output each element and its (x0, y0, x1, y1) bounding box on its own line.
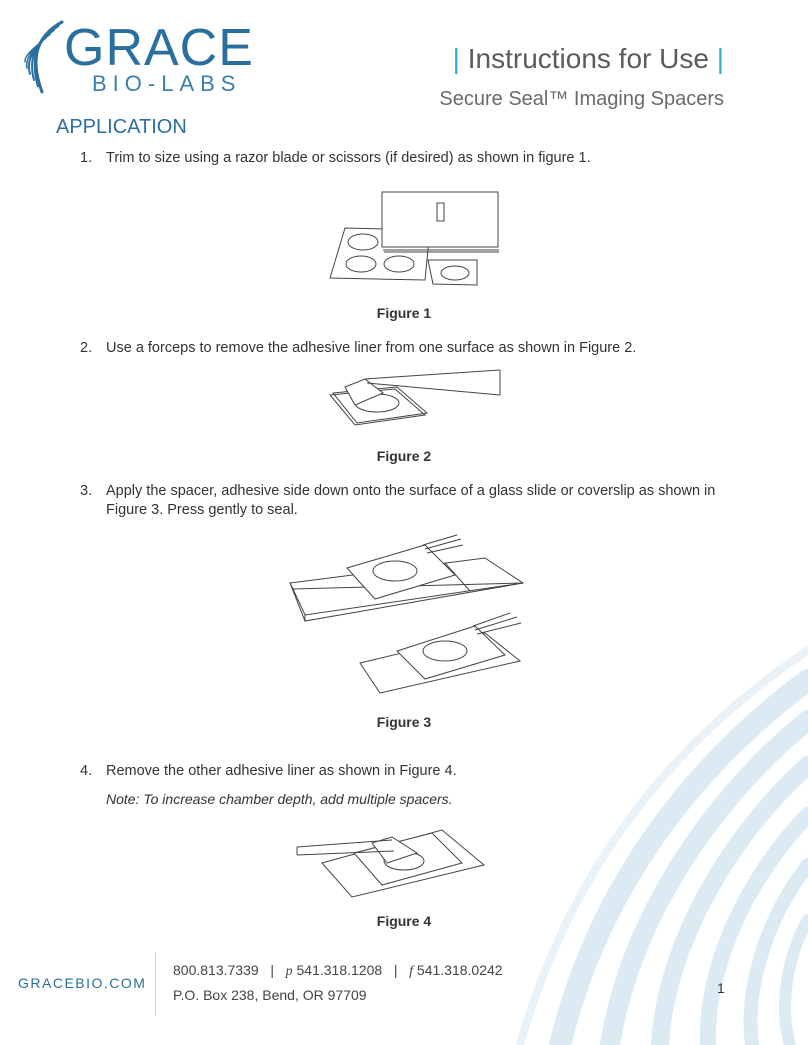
title-bar-right: | (716, 43, 724, 74)
footer-separator: | (393, 962, 398, 978)
title-text: Instructions for Use (467, 43, 709, 74)
step-number: 1. (80, 150, 93, 166)
footer-address: P.O. Box 238, Bend, OR 97709 (173, 987, 367, 1003)
step-text: Trim to size using a razor blade or scissors (if desired) as shown in figure 1. (106, 150, 591, 166)
logo-swoosh-icon (22, 20, 68, 94)
footer-fax: 541.318.0242 (416, 962, 503, 978)
footer-separator: | (270, 962, 274, 978)
page-number: 1 (717, 980, 725, 996)
figure-2-illustration (325, 365, 505, 430)
figure-1-caption: Figure 1 (376, 305, 432, 321)
figure-2-caption: Figure 2 (376, 448, 432, 464)
footer-contact-line (173, 962, 503, 980)
step-number: 3. (80, 483, 93, 499)
document-title (453, 42, 724, 76)
logo-subtitle: BIO-LABS (92, 71, 242, 96)
figure-1-illustration (325, 188, 505, 288)
footer-phone[interactable]: 800.813.7339 (173, 962, 259, 978)
figure-3-caption: Figure 3 (376, 714, 432, 730)
logo-wordmark: GRACE (64, 19, 254, 77)
title-bar-left: | (452, 43, 460, 74)
grace-bio-labs-logo[interactable] (22, 20, 252, 96)
footer-divider (155, 952, 156, 1016)
chamber-depth-note: Note: To increase chamber depth, add multiple spacers. (106, 791, 453, 807)
phone-label: p (285, 964, 293, 979)
step-number: 2. (80, 340, 93, 356)
section-heading: APPLICATION (56, 116, 187, 138)
step-text: Use a forceps to remove the adhesive liner from one surface as shown in Figure 2. (106, 340, 637, 356)
step-number: 4. (80, 763, 93, 779)
footer-website-link[interactable]: GRACEBIO.COM (18, 975, 147, 991)
figure-4-caption: Figure 4 (376, 913, 432, 929)
document-subtitle: Secure Seal™ Imaging Spacers (439, 88, 724, 110)
footer-phone-2[interactable]: 541.318.1208 (296, 962, 383, 978)
fax-label: f (409, 964, 414, 979)
step-text: Apply the spacer, adhesive side down onto the surface of a glass slide or coverslip as shown in Figure 3. Press gently to seal. (106, 483, 716, 518)
step-text: Remove the other adhesive liner as shown in Figure 4. (106, 763, 457, 779)
figure-3-illustration (285, 533, 530, 698)
figure-4-illustration (292, 825, 492, 900)
